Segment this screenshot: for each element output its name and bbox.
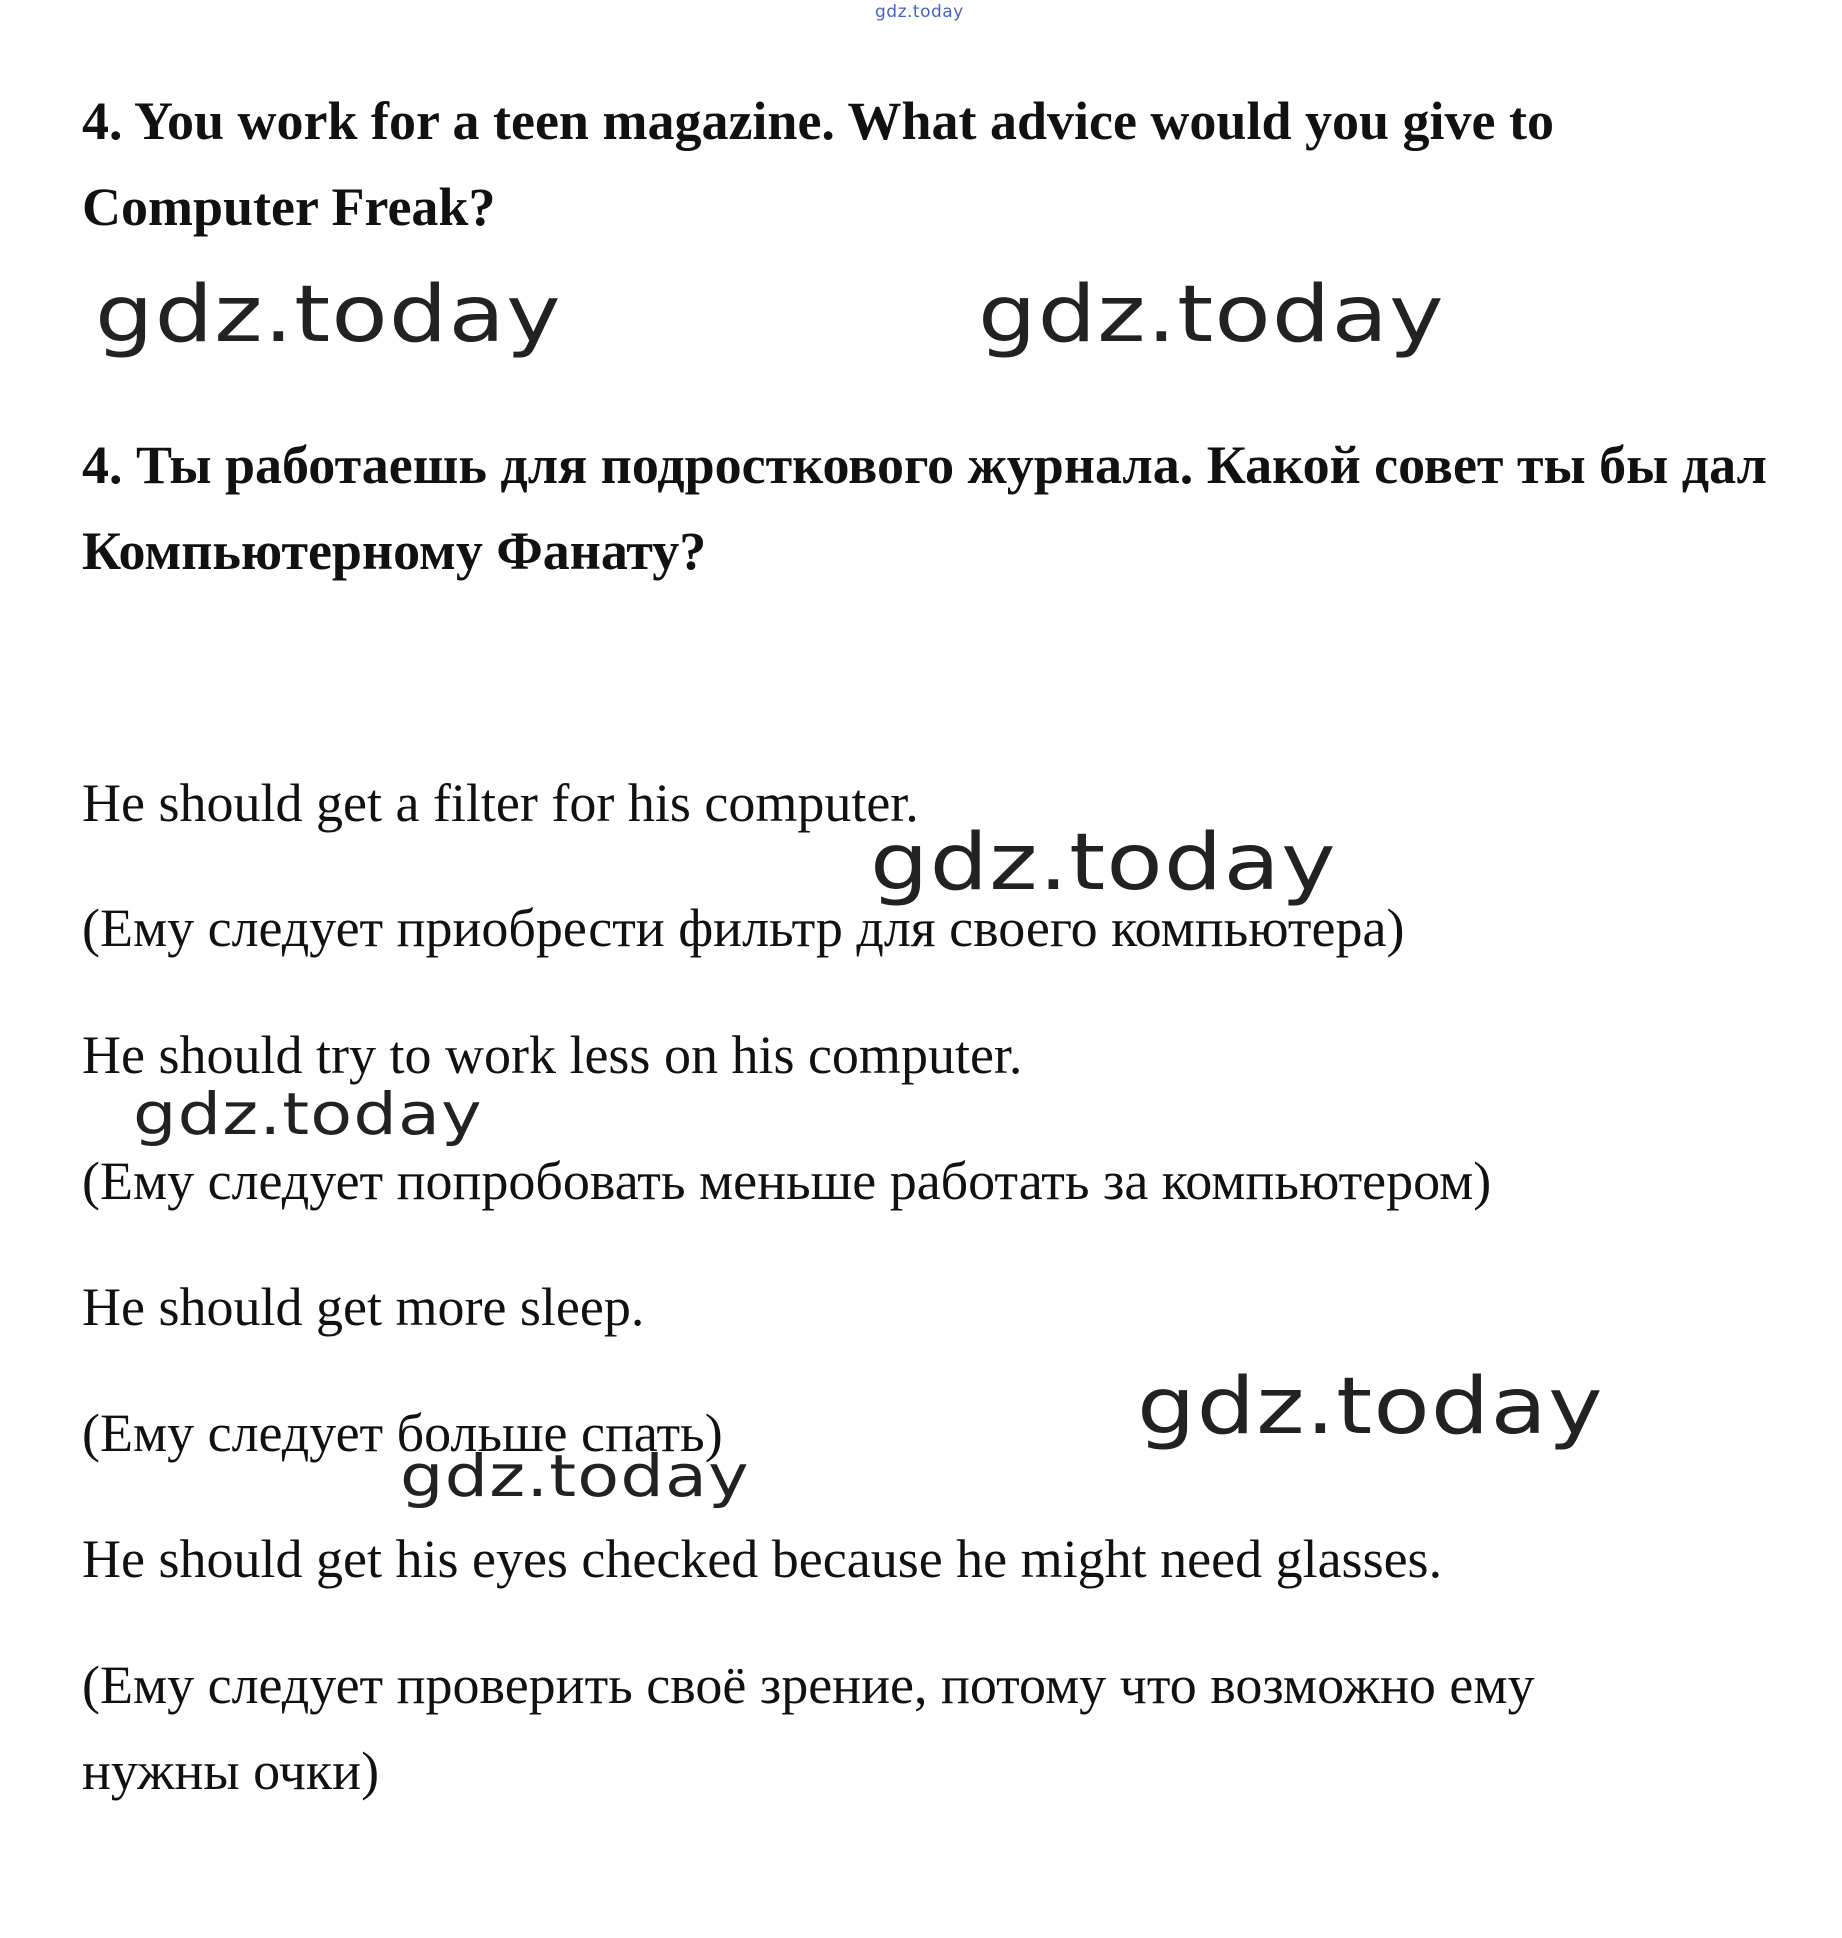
answer-2-english: He should try to work less on his computer.	[82, 1025, 1023, 1085]
answer-4-russian: (Ему следует проверить своё зрение, потому что возможно ему нужны очки)	[82, 1655, 1535, 1801]
watermark-5: gdz.today	[1137, 1362, 1604, 1452]
watermark-4: gdz.today	[133, 1080, 483, 1148]
answer-1-english: He should get a filter for his computer.	[82, 773, 919, 833]
header-watermark: gdz.today	[875, 2, 964, 22]
watermark-6: gdz.today	[400, 1442, 750, 1510]
answer-4-english: He should get his eyes checked because he might need glasses.	[82, 1529, 1443, 1589]
question-russian: 4. Ты работаешь для подросткового журнала. Какой совет ты бы дал Компьютерному Фанату?	[82, 435, 1767, 581]
answer-2-russian: (Ему следует попробовать меньше работать за компьютером)	[82, 1151, 1492, 1211]
answer-3-english: He should get more sleep.	[82, 1277, 645, 1337]
watermark-1: gdz.today	[95, 270, 562, 360]
answer-3-russian: (Ему следует больше спать)	[82, 1403, 723, 1463]
watermark-2: gdz.today	[978, 270, 1445, 360]
answer-1-russian: (Ему следует приобрести фильтр для своего компьютера)	[82, 898, 1405, 958]
watermark-3: gdz.today	[870, 818, 1337, 908]
question-english: 4. You work for a teen magazine. What advice would you give to Computer Freak?	[82, 91, 1554, 237]
